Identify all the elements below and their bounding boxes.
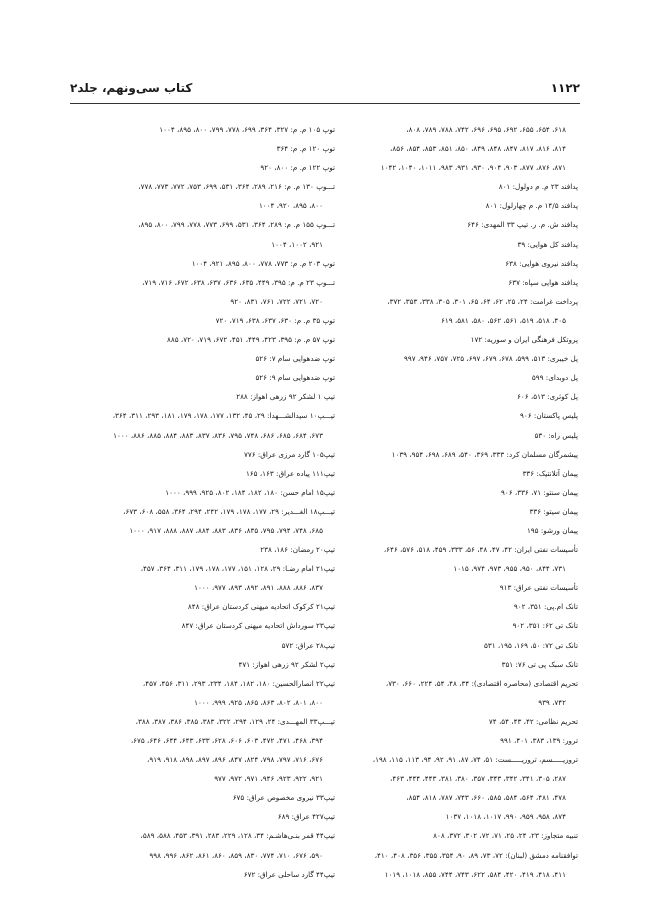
- index-entry: تیپ۲۱ کرکوک اتحادیه میهنی کردستان عراق: ۸۴۸: [187, 602, 335, 612]
- index-entry: توپ ۳۵ م. م: ۶۳۰، ۶۳۷، ۶۳۸، ۷۱۹، ۷۲۰: [215, 315, 335, 325]
- index-entry: توافقنامه دمشق (لبنان): ۷۲، ۷۳، ۸۹، ۹۰، ۳۵۴، ۳۵۵، ۳۵۶، ۴۰۸، ۴۱۰،: [374, 850, 578, 860]
- index-entry-continuation: ۳۹۴، ۴۶۸، ۴۷۱، ۴۷۲، ۶۰۳، ۶۰۶، ۶۲۸، ۶۳۳، ۶۴۳، ۶۴۴، ۶۴۶، ۶۷۵،: [130, 736, 323, 745]
- index-entry: تحریم نظامی: ۴۲، ۴۳، ۵۴، ۷۴: [488, 716, 578, 726]
- index-entry: تیپ۴۴ قمر بنـی‌هاشـم: ۳۴، ۱۲۸، ۲۲۹، ۲۸۳، ۳۹۱، ۴۵۳، ۵۸۸، ۵۸۹،: [140, 831, 335, 841]
- index-entry: پرداخت غرامت: ۲۴، ۲۵، ۶۲، ۶۴، ۶۵، ۳۰۱، ۳۰۵، ۳۳۸، ۳۵۳، ۳۷۲،: [387, 296, 578, 306]
- index-entry: تـــوپ ۲۳ م. م: ۳۹۵، ۴۴۹، ۶۳۵، ۶۳۶، ۶۳۷، ۶۳۸، ۶۷۲، ۷۱۶، ۷۱۹،: [142, 277, 335, 287]
- index-entry: پدافند نیروی هوایی: ۶۳۸: [505, 258, 578, 268]
- index-entry: تانک تی ۶۲: ۳۵۱، ۹۰۲: [512, 621, 578, 631]
- index-entry: پروتکل فرهنگی ایران و سوریه: ۱۷۲: [470, 335, 578, 345]
- index-entry: تأسیسات نفتی عراق: ۹۱۳: [499, 583, 578, 593]
- index-entry-continuation: ۶۸۵، ۷۴۸، ۷۹۴، ۷۹۵، ۸۳۵، ۸۳۶، ۸۸۳، ۸۸۴، ۸۸۷، ۸۸۸، ۹۱۷، ۱۰۰۰: [129, 525, 323, 535]
- index-entry: توپ ۲۰۳ م. م: ۷۷۳، ۷۷۸، ۸۰۰، ۸۹۵، ۹۲۱، ۱۰۰۴: [191, 258, 335, 268]
- index-entry: تانک تی ۷۲: ۵۰، ۱۶۹، ۱۹۵، ۵۳۱: [484, 640, 578, 650]
- index-column-right: [338, 120, 578, 884]
- index-entry: تحریم اقتصادی (محاصره اقتصادی): ۳۴، ۴۸، ۵۴، ۲۲۴، ۶۶۰، ۷۳۰،: [385, 678, 578, 688]
- header-rule: [70, 103, 580, 104]
- index-entry: پلیس راه: ۵۳۰: [534, 430, 578, 440]
- index-entry: تیپ۲۱ امام رضـا: ۲۹، ۱۲۸، ۱۵۱، ۱۷۷، ۱۷۸، ۱۷۹، ۳۱۱، ۳۶۴، ۴۵۷،: [140, 564, 335, 574]
- index-entry-continuation: ۸۰۰، ۸۹۵، ۹۲۰، ۱۰۰۴: [258, 201, 323, 211]
- index-entry: تنبیه متجاوز: ۲۳، ۲۴، ۲۵، ۷۱، ۷۲، ۳۰۲، ۳۷۲، ۸۰۸: [433, 831, 578, 841]
- index-entry-continuation: ۶۷۶، ۷۱۶، ۷۹۷، ۷۹۸، ۸۲۴، ۸۴۷، ۸۹۶، ۸۹۷، ۸۹۸، ۹۱۸، ۹۱۹،: [147, 755, 323, 765]
- index-entry: تأسیسات نفتی ایران: ۴۲، ۴۷، ۴۸، ۵۶، ۳۳۳، ۴۵۹، ۵۱۸، ۵۷۶، ۶۴۶،: [383, 545, 578, 555]
- index-entry-continuation: ۷۳۱، ۸۴۴، ۹۵۰، ۹۵۵، ۹۷۳، ۹۷۴، ۱۰۱۵: [453, 564, 566, 574]
- index-entry: تیپ۲۳ سورداش اتحادیه میهنی کردستان عراق: ۸۴۷: [181, 621, 335, 631]
- index-entry: تیپ۲۲ انصارالحسین: ۱۸۰، ۱۸۲، ۱۸۴، ۲۳۴، ۲۹۳، ۳۱۱، ۴۵۶، ۴۵۷،: [142, 678, 335, 688]
- index-entry: تیپ۲۸ عراق: ۵۷۲: [281, 640, 335, 650]
- index-entry-continuation: ۴۰۵، ۵۱۸، ۵۱۹، ۵۶۱، ۵۶۲، ۵۸۰، ۵۸۱، ۶۱۹: [440, 315, 566, 325]
- index-entry: تیپ۱۵ امام حسن: ۱۸۰، ۱۸۲، ۱۸۴، ۸۰۲، ۹۲۵، ۹۹۹، ۱۰۰۰: [165, 487, 335, 497]
- index-entry: تیپ۲ لشکر ۹۲ زرهی اهواز: ۴۷۱: [238, 659, 335, 669]
- index-entry-continuation: ۸۱۴، ۸۱۶، ۸۱۷، ۸۴۷، ۸۴۸، ۸۴۹، ۸۵۰، ۸۵۱، ۸۵۳، ۸۵۴، ۸۵۶،: [390, 144, 566, 154]
- index-entry: پدافند ش. م. ر. تیپ ۳۳ المهدی: ۶۴۶: [467, 220, 578, 230]
- book-title: کتاب سی‌ونهم، جلد۲: [70, 81, 193, 95]
- index-entry-continuation: ۷۲۰، ۷۲۱، ۷۲۲، ۷۶۱، ۸۳۱، ۹۲۰: [230, 296, 323, 306]
- index-entry-continuation: ۲۸۷، ۳۰۵، ۳۴۱، ۳۴۲، ۳۴۳، ۳۵۷، ۳۸۰، ۳۸۱، ۴۴۳، ۴۴۴، ۴۶۳،: [390, 774, 566, 784]
- index-entry: ترور: ۱۳۹، ۳۸۳، ۴۰۱، ۹۹۱: [500, 736, 578, 745]
- index-entry: تـــوپ ۱۵۵ م. م: ۲۸۹، ۳۶۴، ۵۳۱، ۶۹۹، ۷۷۳، ۷۷۸، ۷۹۹، ۸۰۰، ۸۹۵،: [138, 220, 335, 230]
- index-entry-continuation: ۶۱۸، ۶۵۴، ۶۵۵، ۶۹۲، ۶۹۵، ۶۹۶، ۷۴۲، ۷۸۸، ۷۸۹، ۸۰۸،: [406, 125, 566, 134]
- index-entry-continuation: ۸۷۱، ۸۷۶، ۸۷۷، ۹۰۳، ۹۰۴، ۹۳۰، ۹۳۱، ۹۸۳، ۱۰۱۱، ۱۰۴۰، ۱۰۴۲: [380, 163, 566, 173]
- index-entry: پلیس پاکستان: ۹۰۶: [520, 411, 578, 421]
- index-entry-continuation: ۵۹۰، ۶۷۶، ۷۱۰، ۷۷۴، ۸۳۰، ۸۵۹، ۸۶۰، ۸۶۱، ۸۶۲، ۹۹۶، ۹۹۸: [149, 850, 323, 860]
- index-entry: پدافند ۱۴/۵ م. م چهارلول: ۸۰۱: [485, 201, 578, 211]
- index-entry: پیمان سیتو: ۳۳۶: [529, 506, 578, 516]
- index-entry-continuation: ۸۰۰، ۸۰۱، ۸۰۲، ۸۶۳، ۸۶۵، ۹۲۵، ۹۹۹، ۱۰۰۰: [194, 697, 323, 707]
- index-entry: توپ ۱۲۰ م. م: ۳۶۴: [276, 144, 335, 154]
- index-entry: پیمان آتلانتیک: ۳۳۶: [522, 468, 578, 478]
- index-entry: تیـــپ۱۰ سیدالشـــهدا: ۲۹، ۴۵، ۱۳۲، ۱۷۷، ۱۷۸، ۱۷۹، ۱۸۱، ۲۹۳، ۳۱۱، ۳۶۴،: [112, 411, 335, 421]
- index-entry: تیپ۳۳ نیروی مخصوص عراق: ۶۷۵: [232, 793, 335, 803]
- index-entry: تیپ۴۲۷ عراق: ۶۸۹: [277, 812, 335, 822]
- index-entry-continuation: ۴۷۸، ۴۸۱، ۵۶۴، ۵۸۴، ۵۸۵، ۶۶۰، ۷۴۳، ۷۸۷، ۸۱۸، ۸۵۴،: [406, 793, 566, 803]
- index-entry: پدافند ۲۳ م. م دولول: ۸۰۱: [498, 182, 578, 192]
- index-entry: پل دوبدای: ۵۹۹: [531, 373, 578, 383]
- index-entry: تیپ۱۱۱ پیاده عراق: ۱۶۳، ۱۶۵: [245, 468, 335, 478]
- index-entry-continuation: ۹۲۱، ۹۲۲، ۹۲۳، ۹۴۶، ۹۷۱، ۹۷۲، ۹۷۷: [214, 774, 323, 784]
- index-entry-continuation: ۸۳۷، ۸۸۶، ۸۸۸، ۸۹۱، ۸۹۲، ۸۹۳، ۹۷۷، ۱۰۰۰: [194, 583, 323, 593]
- index-entry: پیمان سنتو: ۷۱، ۳۳۶، ۹۰۶: [501, 487, 578, 497]
- index-entry: پدافند کل هوایی: ۳۹: [517, 239, 578, 249]
- index-entry-continuation: ۷۴۲، ۹۳۹: [538, 697, 566, 707]
- index-entry: پیشمرگان مسلمان کرد: ۳۳۳، ۳۶۹، ۵۴۰، ۶۸۹، ۶۹۸، ۹۵۴، ۱۰۳۹: [391, 449, 578, 459]
- index-entry: تیپ۴۴ گارد ساحلی عراق: ۶۷۲: [243, 869, 335, 879]
- index-entry: تانک سبک پی تی ۷۶: ۳۵۱: [501, 659, 578, 669]
- index-entry: تیپ ۱ لشکر ۹۲ زرهی اهواز: ۲۸۸: [236, 392, 335, 402]
- index-entry: توپ ضدهوایی سام ۷: ۵۲۶: [255, 354, 335, 364]
- index-entry-continuation: ۹۲۱، ۱۰۰۲، ۱۰۰۴: [271, 239, 323, 249]
- index-entry: پیمان ورشو: ۱۹۵: [526, 525, 578, 535]
- index-entry: پل کوثری: ۵۱۳، ۶۰۶: [517, 392, 578, 402]
- index-entry: تیـــپ۳۳ المهـــدی: ۲۴، ۱۲۹، ۲۹۴، ۳۲۲، ۳۸۳، ۳۸۵، ۳۸۶، ۳۸۷، ۳۸۸،: [135, 716, 335, 726]
- index-entry: تروریـــــسم، تروریـــــست: ۵۱، ۷۴، ۸۷، ۹۱، ۹۲، ۹۴، ۱۱۳، ۱۱۵، ۱۹۸،: [372, 755, 578, 765]
- index-entry: پدافند هوایی سپاه: ۶۳۷: [508, 277, 578, 287]
- index-entry: توپ ۵۷ م. م: ۳۹۵، ۴۲۳، ۴۴۹، ۴۵۱، ۶۷۲، ۷۱۹، ۷۲۰، ۸۸۵: [167, 335, 335, 345]
- index-entry-continuation: ۸۷۴، ۹۵۸، ۹۵۹، ۹۹۰، ۱۰۱۷، ۱۰۱۸، ۱۰۳۷: [445, 812, 566, 822]
- index-entry: توپ ضدهوایی سام ۹: ۵۲۶: [255, 373, 335, 383]
- index-entry: تـــوپ ۱۳۰ م. م: ۲۱۶، ۲۸۹، ۳۶۴، ۵۳۱، ۶۹۹، ۷۵۳، ۷۷۲، ۷۷۳، ۷۷۸،: [138, 182, 335, 192]
- index-entry-continuation: ۴۱۱، ۴۱۸، ۴۱۹، ۴۲۰، ۵۸۴، ۶۲۲، ۷۴۳، ۷۴۴، ۸۵۵، ۱۰۱۸، ۱۰۱۹: [384, 869, 566, 879]
- index-column-left: [95, 120, 335, 884]
- index-entry: توپ ۱۲۲ م. م: ۸۰۰، ۹۲۰: [260, 163, 335, 173]
- index-entry: تیپ۲۰ رمضان: ۱۸۶، ۲۳۸: [260, 545, 335, 555]
- index-entry: تانک ام.پی: ۳۵۱، ۹۰۲: [513, 602, 578, 612]
- index-entry: پل خیبری: ۵۱۳، ۵۹۹، ۶۷۸، ۶۷۹، ۶۹۷، ۷۲۵، ۷۵۷، ۹۴۶، ۹۹۷: [403, 354, 578, 364]
- page-number: ۱۱۲۲: [550, 81, 580, 95]
- index-entry: تیپ۱۰۵ گارد مرزی عراق: ۷۷۶: [243, 449, 335, 459]
- page-header: [70, 78, 580, 98]
- index-entry: توپ ۱۰۵ م. م: ۳۲۷، ۳۶۴، ۶۹۹، ۷۷۸، ۷۹۹، ۸۰۰، ۸۹۵، ۱۰۰۴: [159, 125, 335, 134]
- index-entry-continuation: ۶۷۳، ۶۸۴، ۶۸۵، ۶۸۶، ۷۴۸، ۷۹۵، ۸۳۶، ۸۳۷، ۸۸۳، ۸۸۴، ۸۸۵، ۸۸۶، ۱۰۰۰: [113, 430, 323, 440]
- index-entry: تیـــپ۱۸ الغـــدیر: ۲۹، ۱۷۷، ۱۷۸، ۱۷۹، ۲۴۲، ۲۹۴، ۳۶۴، ۵۵۸، ۶۰۸، ۶۷۳،: [123, 506, 335, 516]
